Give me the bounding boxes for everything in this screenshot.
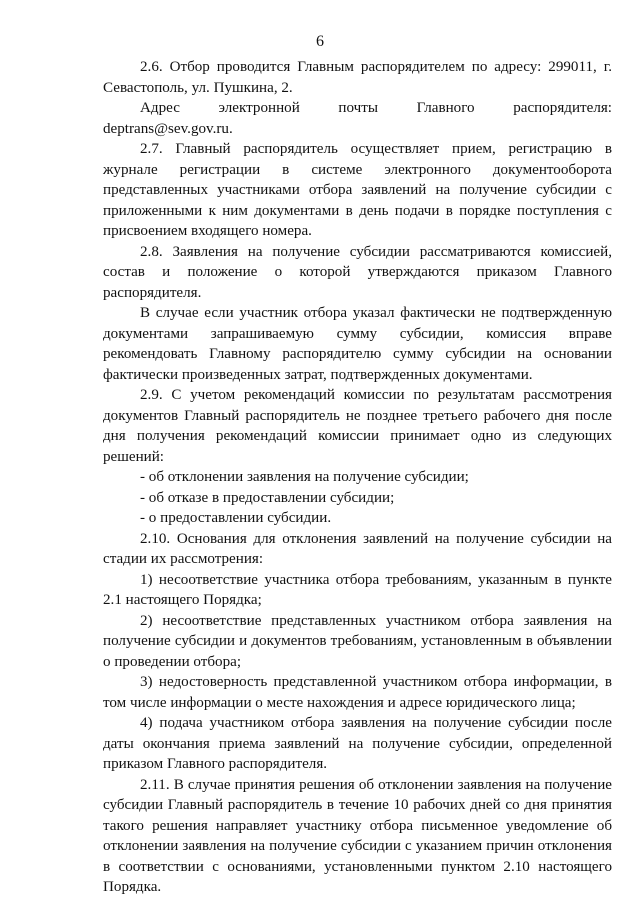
paragraph-unconfirmed-amount: В случае если участник отбора указал фактически не подтвержденную документами запрашиваемую сумму субсидии, комиссия вправе рекомендовать Главному распорядителю сумму субсидии на основании фактически произведенных затрат, подтвержденных документами. xyxy=(103,305,612,383)
page-number: 6 xyxy=(316,33,324,50)
paragraph-email-address: deptrans@sev.gov.ru. xyxy=(103,120,233,137)
paragraph-2-6: 2.6. Отбор проводится Главным распорядителем по адресу: 299011, г. Севастополь, ул. Пушкина, 2. xyxy=(103,59,612,96)
paragraph-2-9: 2.9. С учетом рекомендаций комиссии по результатам рассмотрения документов Главный распорядитель не позднее третьего рабочего дня после дня получения рекомендаций комиссии принимает одно из следующих решений: xyxy=(103,387,612,465)
rejection-ground-4: 4) подача участником отбора заявления на получение субсидии после даты окончания приема заявлений на получение субсидии, определенной приказом Главного распорядителя. xyxy=(103,715,612,772)
decision-option-refuse-subsidy: - об отказе в предоставлении субсидии; xyxy=(140,489,395,506)
document-body xyxy=(103,57,612,898)
paragraph-email-label: Адрес электронной почты Главного распорядителя: xyxy=(140,100,612,116)
paragraph-2-7: 2.7. Главный распорядитель осуществляет прием, регистрацию в журнале регистрации в системе электронного документооборота представленных участниками отбора заявлений на получение субсидии с приложенными к ним документами в день подачи в порядке поступления с присвоением входящего номера. xyxy=(103,141,612,239)
paragraph-2-11: 2.11. В случае принятия решения об отклонении заявления на получение субсидии Главный распорядитель в течение 10 рабочих дней со дня принятия такого решения направляет участнику отбора письменное уведомление об отклонении заявления на получение субсидии с указанием причин отклонения в соответствии с основаниями, установленными пунктом 2.10 настоящего Порядка. xyxy=(103,776,612,895)
rejection-ground-3: 3) недостоверность представленной участником отбора информации, в том числе информации о месте нахождения и адресе юридического лица; xyxy=(103,674,612,711)
rejection-ground-1: 1) несоответствие участника отбора требованиям, указанным в пункте 2.1 настоящего Порядка; xyxy=(103,571,612,608)
paragraph-2-8: 2.8. Заявления на получение субсидии рассматриваются комиссией, состав и положение о которой утверждаются приказом Главного распорядителя. xyxy=(103,243,612,301)
paragraph-2-10: 2.10. Основания для отклонения заявлений на получение субсидии на стадии их рассмотрения: xyxy=(103,530,612,567)
decision-option-reject-application: - об отклонении заявления на получение субсидии; xyxy=(140,469,469,485)
rejection-ground-2: 2) несоответствие представленных участником отбора заявления на получение субсидии и документов требованиям, установленным в объявлении о проведении отбора; xyxy=(103,612,612,670)
decision-option-grant-subsidy: - о предоставлении субсидии. xyxy=(140,510,332,526)
